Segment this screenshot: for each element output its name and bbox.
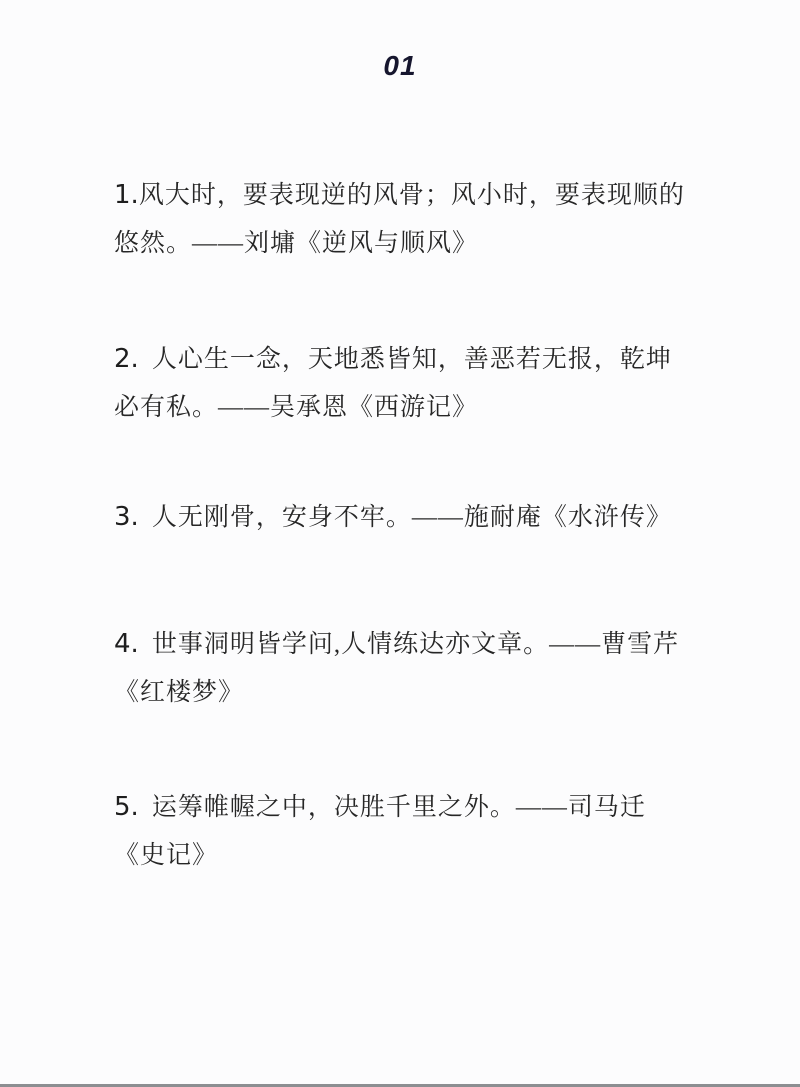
- page-number: 01: [383, 50, 417, 81]
- quote-number-4: 4.: [114, 629, 139, 659]
- quote-item-1: [114, 171, 692, 268]
- quote-text-3: 人无刚骨，安身不牢。——施耐庵《水浒传》: [151, 504, 672, 531]
- quote-text-2: 人心生一念，天地悉皆知，善恶若无报，乾坤必有私。——吴承恩《西游记》: [114, 346, 672, 421]
- quote-number-2: 2.: [114, 344, 139, 374]
- quote-item-2: [114, 335, 692, 432]
- quote-item-3: [114, 493, 692, 542]
- quote-text-4: 世事洞明皆学问,人情练达亦文章。——曹雪芹《红楼梦》: [114, 631, 680, 706]
- quote-number-1: 1.: [114, 180, 139, 210]
- quote-text-5: 运筹帷幄之中，决胜千里之外。——司马迁《史记》: [114, 794, 646, 869]
- quote-item-5: [114, 783, 692, 880]
- quote-item-4: [114, 620, 692, 717]
- quote-number-5: 5.: [114, 792, 139, 822]
- quote-number-3: 3.: [114, 502, 139, 532]
- quote-text-1: 风大时，要表现逆的风骨；风小时，要表现顺的悠然。——刘墉《逆风与顺风》: [114, 182, 685, 257]
